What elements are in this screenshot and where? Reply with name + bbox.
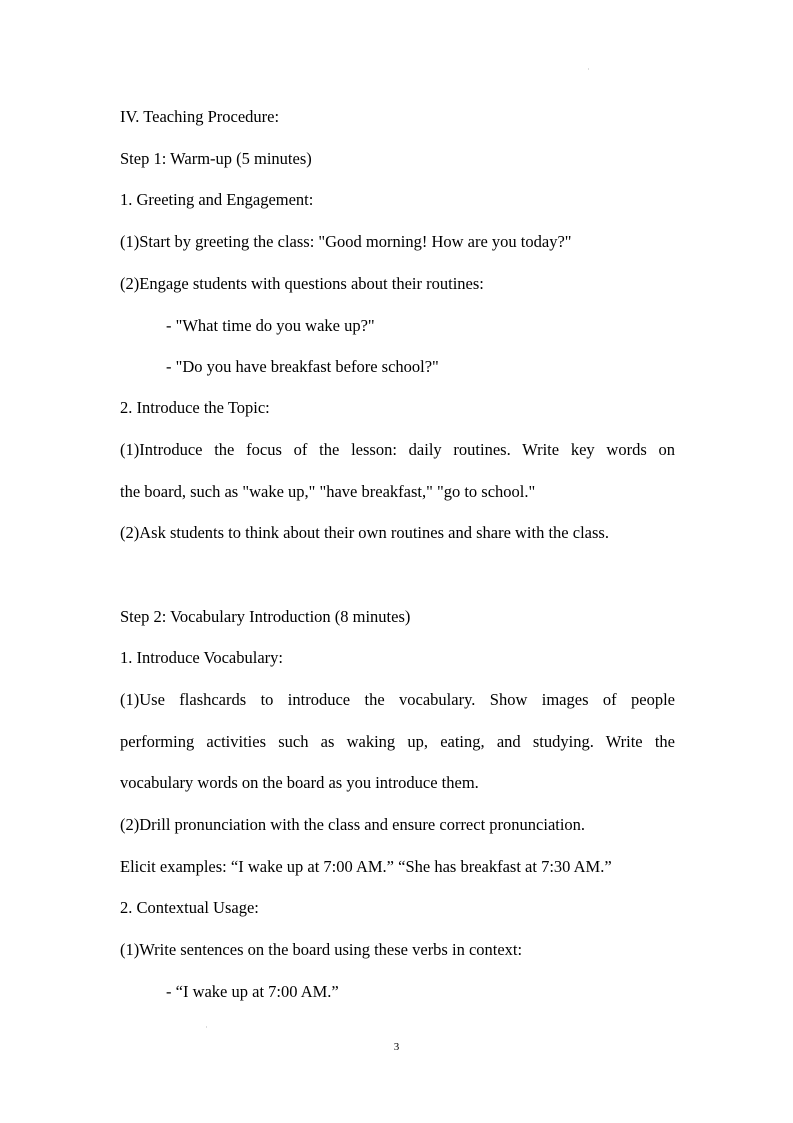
step-heading: Step 2: Vocabulary Introduction (8 minutes) [120, 607, 411, 626]
paragraph-line: performing activities such as waking up, eating, and studying. Write the [120, 732, 675, 751]
paragraph-line: (1)Use flashcards to introduce the vocabulary. Show images of people [120, 690, 675, 709]
question-item: - "What time do you wake up?" [166, 316, 375, 335]
section-heading: IV. Teaching Procedure: [120, 107, 280, 126]
paragraph-line: (2)Engage students with questions about their routines: [120, 274, 484, 293]
subheading: 1. Greeting and Engagement: [120, 190, 314, 209]
page-number: 3 [393, 1041, 400, 1053]
paragraph-line: the board, such as "wake up," "have breakfast," "go to school." [120, 482, 536, 501]
example-item: - “I wake up at 7:00 AM.” [166, 982, 339, 1001]
subheading: 1. Introduce Vocabulary: [120, 648, 283, 667]
question-item: - "Do you have breakfast before school?" [166, 357, 439, 376]
paragraph-line: vocabulary words on the board as you introduce them. [120, 773, 479, 792]
scan-mark [588, 68, 589, 70]
paragraph-line: (1)Write sentences on the board using these verbs in context: [120, 940, 523, 959]
subheading: 2. Contextual Usage: [120, 898, 259, 917]
step-heading: Step 1: Warm-up (5 minutes) [120, 149, 312, 168]
subheading: 2. Introduce the Topic: [120, 398, 270, 417]
paragraph-line: (1)Start by greeting the class: "Good morning! How are you today?" [120, 232, 572, 251]
paragraph-line: (2)Ask students to think about their own routines and share with the class. [120, 523, 609, 542]
paragraph-line: (2)Drill pronunciation with the class and ensure correct pronunciation. [120, 815, 586, 834]
scan-mark [206, 1026, 207, 1028]
paragraph-line: Elicit examples: “I wake up at 7:00 AM.” “She has breakfast at 7:30 AM.” [120, 857, 612, 876]
paragraph-line: (1)Introduce the focus of the lesson: daily routines. Write key words on [120, 440, 675, 459]
